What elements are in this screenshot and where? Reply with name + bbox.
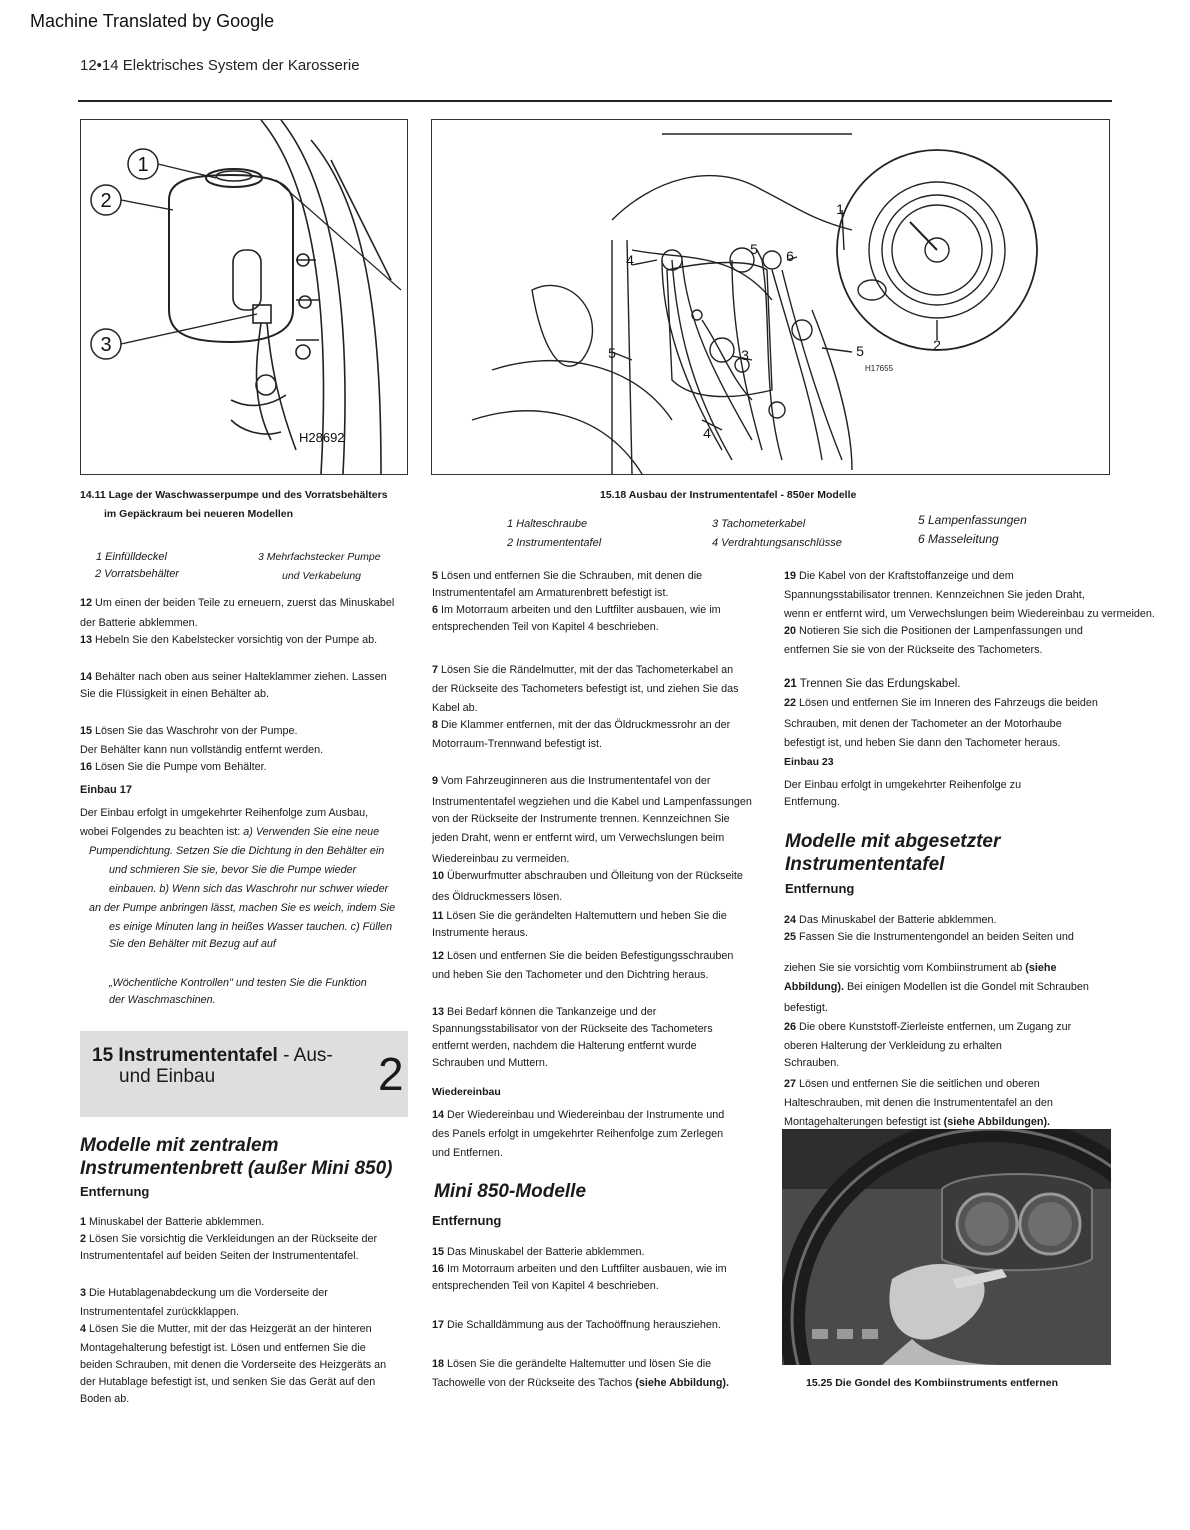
- figure-washer-reservoir: [80, 119, 408, 475]
- text-line: Instrumententafel zurückklappen.: [80, 1306, 240, 1318]
- step-16: 16 Lösen Sie die Pumpe vom Behälter.: [80, 761, 267, 773]
- step-16: 16 Im Motorraum arbeiten und den Luftfilter ausbauen, wie im: [432, 1263, 727, 1275]
- text-line: Pumpendichtung. Setzen Sie die Dichtung in den Behälter ein: [89, 845, 385, 857]
- text-line: entfernen Sie sie von der Rückseite des Tachometers.: [784, 644, 1043, 656]
- text-line: ziehen Sie sie vorsichtig vom Kombiinstrument ab (siehe: [784, 962, 1057, 974]
- text-line: und Entfernen.: [432, 1147, 503, 1159]
- left-column-text-2: [80, 1214, 420, 1408]
- step-1: 1 Minuskabel der Batterie abklemmen.: [80, 1216, 265, 1228]
- section-title-rest: - Aus-: [277, 1045, 333, 1066]
- text-line: Sie den Behälter mit Bezug auf auf: [109, 938, 276, 950]
- text-line: Entfernung.: [784, 796, 840, 808]
- step-20: 20 Notieren Sie sich die Positionen der Lampenfassungen und: [784, 625, 1083, 637]
- text-line: entsprechenden Teil von Kapitel 4 beschrieben.: [432, 621, 659, 633]
- figure-2-caption: 15.18 Ausbau der Instrumententafel - 850er Modelle: [600, 489, 857, 501]
- header-rule: [78, 100, 1112, 102]
- right-column-text-2: [784, 912, 1179, 1131]
- photo-instrument-gondola: [782, 1129, 1111, 1365]
- text-line: Schrauben.: [784, 1057, 840, 1069]
- text-line: Instrumente heraus.: [432, 927, 529, 939]
- callout-2: 2: [100, 190, 112, 212]
- text-line: es einige Minuten lang in heißes Wasser tauchen. c) Füllen: [109, 921, 393, 933]
- text-line: Tachowelle von der Rückseite des Tachos (siehe Abbildung).: [432, 1377, 730, 1389]
- legend-item: 3 Tachometerkabel: [712, 518, 806, 530]
- callout-5: 5: [608, 345, 616, 361]
- translation-banner: Machine Translated by Google: [30, 11, 275, 31]
- figure-1-legend-3: [258, 549, 381, 585]
- callout-5: 5: [750, 241, 758, 257]
- subheading-entfernung: Entfernung: [785, 881, 855, 896]
- text-line: und schmieren Sie sie, bevor Sie die Pumpe wieder: [109, 864, 357, 876]
- gondola-photo-drawing: [782, 1129, 1111, 1365]
- step-15: 15 Lösen Sie das Waschrohr von der Pumpe.: [80, 725, 298, 737]
- right-column-text: [784, 568, 1179, 811]
- step-7: 7 Lösen Sie die Rändelmutter, mit der das Tachometerkabel an: [432, 664, 734, 676]
- step-13: 13 Hebeln Sie den Kabelstecker vorsichtig von der Pumpe ab.: [80, 634, 378, 646]
- heading-mini-850: Mini 850-Modelle: [434, 1181, 587, 1202]
- text-line: der Waschmaschinen.: [109, 994, 216, 1006]
- step-13: 13 Bei Bedarf können die Tankanzeige und der: [432, 1006, 657, 1018]
- step-4: 4 Lösen Sie die Mutter, mit der das Heizgerät an der hinteren: [80, 1323, 372, 1335]
- subheading-entfernung: Entfernung: [80, 1184, 150, 1199]
- heading-line: Instrumentenbrett (außer Mini 850): [80, 1158, 393, 1179]
- step-17: 17 Die Schalldämmung aus der Tachoöffnung herausziehen.: [432, 1319, 721, 1331]
- figure-code: H28692: [299, 430, 345, 445]
- legend-item: und Verkabelung: [282, 570, 362, 582]
- text-line: an der Pumpe anbringen lässt, machen Sie es weich, indem Sie: [89, 902, 396, 914]
- legend-item: 1 Einfülldeckel: [96, 551, 167, 563]
- text-line: Der Behälter kann nun vollständig entfernt werden.: [80, 744, 324, 756]
- subheading-entfernung: Entfernung: [432, 1213, 502, 1228]
- legend-item: 2 Vorratsbehälter: [95, 568, 179, 580]
- text-line: wenn er entfernt wird, um Verwechslungen beim Wiedereinbau zu vermeiden.: [784, 608, 1155, 620]
- photo-caption: 15.25 Die Gondel des Kombiinstruments entfernen: [806, 1377, 1059, 1389]
- text-line: und heben Sie den Tachometer und den Dichtring heraus.: [432, 969, 709, 981]
- text-line: Halteschrauben, mit denen die Instrumententafel an den: [784, 1097, 1053, 1109]
- text-line: Wiedereinbau zu vermeiden.: [432, 853, 570, 865]
- legend-item: 3 Mehrfachstecker Pumpe: [258, 551, 381, 563]
- text-line: des Öldruckmessers lösen.: [432, 891, 563, 903]
- figure-2-legend-a: [507, 515, 601, 553]
- text-line: beiden Schrauben, mit denen die Vorderseite des Heizgeräts an: [80, 1359, 387, 1371]
- text-line: befestigt.: [784, 1002, 828, 1014]
- text-line: oberen Halterung der Verkleidung zu erhalten: [784, 1040, 1002, 1052]
- step-26: 26 Die obere Kunststoff-Zierleiste entfernen, um Zugang zur: [784, 1021, 1072, 1033]
- left-column-text: [80, 595, 420, 1009]
- step-27: 27 Lösen und entfernen Sie die seitlichen und oberen: [784, 1078, 1040, 1090]
- step-22: 22 Lösen und entfernen Sie im Inneren des Fahrzeugs die beiden: [784, 697, 1098, 709]
- text-line: Spannungsstabilisator trennen. Kennzeichnen Sie jeden Draht,: [784, 589, 1085, 601]
- step-3: 3 Die Hutablagenabdeckung um die Vorderseite der: [80, 1287, 328, 1299]
- text-line: Der Einbau erfolgt in umgekehrter Reihenfolge zu: [784, 779, 1022, 791]
- callout-4: 4: [703, 425, 711, 441]
- text-line: Instrumententafel wegziehen und die Kabel und Lampenfassungen: [432, 796, 752, 808]
- text-line: des Panels erfolgt in umgekehrter Reihenfolge zum Zerlegen: [432, 1128, 724, 1140]
- callout-5: 5: [856, 343, 864, 359]
- text-line: Der Einbau erfolgt in umgekehrter Reihenfolge zum Ausbau,: [80, 807, 369, 819]
- step-24: 24 Das Minuskabel der Batterie abklemmen.: [784, 914, 997, 926]
- callout-2: 2: [933, 337, 941, 353]
- legend-item: 1 Halteschraube: [507, 518, 588, 530]
- callout-6: 6: [786, 248, 794, 264]
- figure-instrument-panel: [431, 119, 1110, 475]
- heading-line: Instrumententafel: [785, 854, 945, 875]
- subheading: Einbau 17: [80, 784, 132, 796]
- callout-3: 3: [741, 347, 749, 363]
- legend-item: 6 Masseleitung: [918, 532, 999, 546]
- step-8: 8 Die Klammer entfernen, mit der das Öldruckmessrohr an der: [432, 719, 731, 731]
- caption-line: 14.11 Lage der Waschwasserpumpe und des Vorratsbehälters: [80, 489, 388, 501]
- text-line: Kabel ab.: [432, 702, 478, 714]
- caption-line: im Gepäckraum bei neueren Modellen: [104, 508, 294, 520]
- heading-remote-panel: [785, 830, 1000, 876]
- text-line: Sie die Flüssigkeit in einen Behälter ab.: [80, 688, 270, 700]
- figure-code: H17655: [865, 364, 894, 373]
- step-9: 9 Vom Fahrzeuginneren aus die Instrumententafel von der: [432, 775, 711, 787]
- heading-line: Modelle mit abgesetzter: [785, 831, 1001, 852]
- callout-4: 4: [626, 252, 634, 268]
- text-line: von der Rückseite der Instrumente trennen. Kennzeichnen Sie: [432, 813, 730, 825]
- step-21: 21 Trennen Sie das Erdungskabel.: [784, 678, 961, 690]
- middle-column-text: [432, 568, 777, 1162]
- text-line: wobei Folgendes zu beachten ist: a) Verwenden Sie eine neue: [80, 826, 380, 838]
- subheading: Wiedereinbau: [432, 1086, 501, 1098]
- step-2: 2 Lösen Sie vorsichtig die Verkleidungen an der Rückseite der: [80, 1233, 378, 1245]
- section-title: 15 Instrumententafel: [92, 1045, 278, 1066]
- heading-central-panel: [80, 1134, 393, 1180]
- legend-item: 2 Instrumententafel: [507, 537, 602, 549]
- callout-1: 1: [836, 201, 844, 217]
- text-line: Spannungsstabilisator von der Rückseite des Tachometers: [432, 1023, 713, 1035]
- step-6: 6 Im Motorraum arbeiten und den Luftfilter ausbauen, wie im: [432, 604, 721, 616]
- step-14: 14 Behälter nach oben aus seiner Halteklammer ziehen. Lassen: [80, 671, 387, 683]
- text-line: Abbildung). Bei einigen Modellen ist die Gondel mit Schrauben: [784, 981, 1089, 993]
- step-25: 25 Fassen Sie die Instrumentengondel an beiden Seiten und: [784, 931, 1074, 943]
- text-line: Instrumententafel auf beiden Seiten der Instrumententafel.: [80, 1250, 359, 1262]
- text-line: entfernt werden, nachdem die Halterung entfernt wurde: [432, 1040, 697, 1052]
- legend-item: 5 Lampenfassungen: [918, 513, 1027, 527]
- text-line: Motorraum-Trennwand befestigt ist.: [432, 738, 603, 750]
- text-line: der Batterie abklemmen.: [80, 617, 198, 629]
- instrument-panel-drawing: [432, 120, 1109, 474]
- step-10: 10 Überwurfmutter abschrauben und Ölleitung von der Rückseite: [432, 870, 743, 882]
- text-line: befestigt ist, und heben Sie dann den Tachometer heraus.: [784, 737, 1061, 749]
- text-line: Boden ab.: [80, 1393, 130, 1405]
- step-19: 19 Die Kabel von der Kraftstoffanzeige und dem: [784, 570, 1014, 582]
- step-15: 15 Das Minuskabel der Batterie abklemmen.: [432, 1246, 645, 1258]
- text-line: der Rückseite des Tachometers befestigt ist, und ziehen Sie das: [432, 683, 739, 695]
- text-line: Montagehalterungen befestigt ist (siehe Abbildungen).: [784, 1116, 1051, 1128]
- step-5: 5 Lösen und entfernen Sie die Schrauben, mit denen die: [432, 570, 703, 582]
- section-title-line2: und Einbau: [119, 1066, 216, 1087]
- step-12: 12 Um einen der beiden Teile zu erneuern, zuerst das Minuskabel: [80, 597, 395, 609]
- text-line: „Wöchentliche Kontrollen" und testen Sie die Funktion: [109, 977, 367, 989]
- callout-3: 3: [100, 334, 112, 356]
- text-line: entsprechenden Teil von Kapitel 4 beschrieben.: [432, 1280, 659, 1292]
- text-line: jeden Draht, wenn er entfernt wird, um Verwechslungen beim: [432, 832, 725, 844]
- page-header: 12•14 Elektrisches System der Karosserie: [80, 57, 360, 74]
- figure-1-caption: [80, 486, 388, 524]
- step-18: 18 Lösen Sie die gerändelte Haltemutter und lösen Sie die: [432, 1358, 712, 1370]
- text-line: einbauen. b) Wenn sich das Waschrohr nur schwer wieder: [109, 883, 389, 895]
- text-line: Instrumententafel am Armaturenbrett befestigt ist.: [432, 587, 669, 599]
- heading-line: Modelle mit zentralem: [80, 1135, 279, 1156]
- washer-reservoir-drawing: [81, 120, 407, 474]
- text-line: Schrauben und Muttern.: [432, 1057, 548, 1069]
- middle-column-text-2: [432, 1244, 777, 1392]
- figure-2-legend-c: [918, 511, 1027, 549]
- subheading: Einbau 23: [784, 756, 834, 768]
- figure-2-legend-b: [712, 515, 842, 553]
- text-line: Schrauben, mit denen der Tachometer an der Motorhaube: [784, 718, 1062, 730]
- section-15-box: [80, 1031, 408, 1117]
- text-line: Montagehalterung befestigt ist. Lösen und entfernen Sie die: [80, 1342, 366, 1354]
- text-line: der Hutablage befestigt ist, und senken Sie das Gerät auf den: [80, 1376, 376, 1388]
- step-14: 14 Der Wiedereinbau und Wiedereinbau der Instrumente und: [432, 1109, 725, 1121]
- legend-item: 4 Verdrahtungsanschlüsse: [712, 537, 842, 549]
- step-12: 12 Lösen und entfernen Sie die beiden Befestigungsschrauben: [432, 950, 734, 962]
- step-11: 11 Lösen Sie die gerändelten Haltemuttern und heben Sie die: [432, 910, 727, 922]
- callout-1: 1: [137, 154, 149, 176]
- section-badge: 2: [378, 1048, 404, 1100]
